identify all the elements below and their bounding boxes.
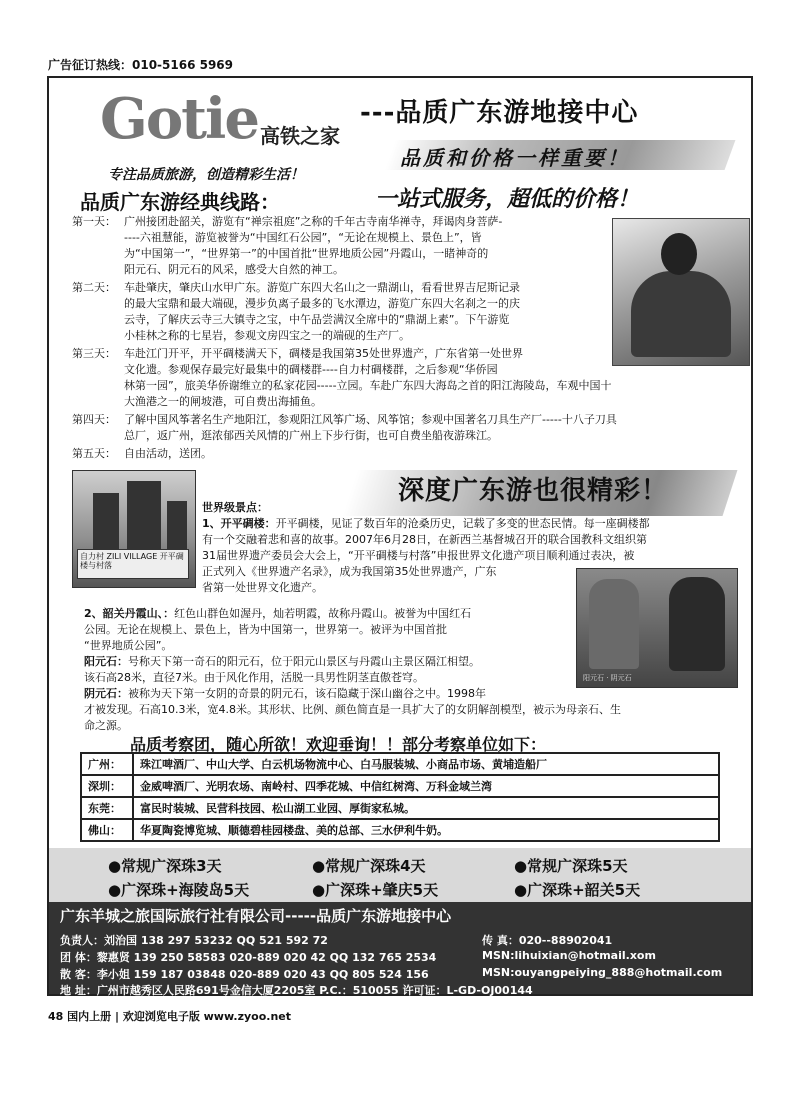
contact-line: MSN:lihuixian@hotmail.xom <box>482 949 656 962</box>
logo-subtitle: 高铁之家 <box>260 124 340 148</box>
table-cell-city: 深圳： <box>81 775 133 797</box>
top-title: ---品质广东游地接中心 <box>360 98 639 128</box>
photo-caption: 阳元石 · 阴元石 <box>583 674 632 682</box>
paragraph-line: 公园。无论在规模上、景色上，皆为中国第一，世界第一。被评为中国首批 <box>84 623 447 636</box>
photo-shape <box>93 493 119 549</box>
inspect-title: 品质考察团，随心所欲！欢迎垂询！！部分考察单位如下： <box>130 735 547 754</box>
photo-shape <box>631 271 731 357</box>
day-label: 第三天： <box>72 347 116 360</box>
contact-line: 地 址：广州市越秀区人民路691号金信大厦2205室 P.C.：510055 许可证：L-GD-OJ00144 <box>60 984 533 997</box>
day-line: 车赴江门开平，开平碉楼满天下，碉楼是我国第35处世界遗产，广东省第一处世界 <box>124 347 523 360</box>
paragraph-line: 号称天下第一奇石的阳元石，位于阳元山景区与丹霞山主景区隔江相望。 <box>128 655 480 668</box>
paragraph-line: 才被发现。石高10.3米，宽4.8米。其形状、比例、颜色简直是一具扩大了的女阴解剖模型，被示为母亲石、生 <box>84 703 621 716</box>
contact-line: 团 体：黎惠贤 139 250 58583 020-889 020 42 QQ 132 765 2534 <box>60 951 437 964</box>
day-line: 小桂林之称的七星岩，参观文房四宝之一的端砚的生产厂。 <box>124 329 410 342</box>
monk-statue-photo <box>612 218 750 366</box>
day-4 <box>72 412 748 444</box>
danxia-rocks-photo <box>576 568 738 688</box>
contact-line: 散 客：李小姐 159 187 03848 020-889 020 43 QQ 805 524 156 <box>60 968 429 981</box>
paragraph-line: 该石高28米，直径7米。由于风化作用，活脱一具男性阴茎直傲苍穹。 <box>84 671 424 684</box>
photo-sign: 自力村 ZILI VILLAGE 开平碉楼与村落 <box>77 549 189 579</box>
day-label: 第四天： <box>72 413 116 426</box>
table-cell-places: 华夏陶瓷博览城、顺德碧桂园楼盘、美的总部、三水伊利牛奶。 <box>133 819 719 841</box>
day-label: 第二天： <box>72 281 116 294</box>
inspect-table <box>80 752 720 842</box>
photo-shape <box>661 233 697 275</box>
day-line: 了解中国风筝著名生产地阳江，参观阳江风筝广场、风筝馆；参观中国著名刀具生产厂-----十八子刀具 <box>124 413 617 426</box>
logo <box>100 86 340 156</box>
table-cell-places: 富民时装城、民营科技园、松山湖工业园、厚街家私城。 <box>133 797 719 819</box>
paragraph-line: 红色山群色如渥丹，灿若明霞，故称丹霞山。被誉为中国红石 <box>174 607 472 620</box>
top-slogan: 品质和价格一样重要！ <box>400 146 630 170</box>
photo-shape <box>167 501 187 549</box>
paragraph-line: 命之源。 <box>84 719 128 732</box>
logo-text: Gotie <box>100 86 258 152</box>
route-slogan: 一站式服务，超低的价格！ <box>375 186 640 212</box>
table-cell-city: 东莞： <box>81 797 133 819</box>
diaolou-photo <box>72 470 196 588</box>
day-line: 为“中国第一”，“世界第一”的中国首批“世界地质公园”丹霞山，一睹神奇的 <box>124 247 489 260</box>
yin-paragraph <box>84 686 744 734</box>
package-item: ●常规广深珠4天 <box>312 857 426 875</box>
yang-paragraph <box>84 654 574 686</box>
tagline: 专注品质旅游，创造精彩生活！ <box>108 167 304 183</box>
page-footer: 48 国内上册 | 欢迎浏览电子版 www.zyoo.net <box>48 1010 292 1023</box>
danxia-paragraph <box>84 606 574 654</box>
photo-shape <box>669 577 725 671</box>
photo-shape <box>589 579 639 669</box>
table-cell-places: 珠江啤酒厂、中山大学、白云机场物流中心、白马服装城、小商品市场、黄埔造船厂 <box>133 753 719 775</box>
paragraph-line: 被称为天下第一女阴的奇景的阴元石，该石隐藏于深山幽谷之中。1998年 <box>128 687 486 700</box>
day-1 <box>72 214 612 278</box>
day-line: 阳元石、阴元石的风采，感受大自然的神工。 <box>124 263 344 276</box>
paragraph-line: 有一个交融着悲和喜的故事。2007年6月28日，在新西兰基督城召开的联合国教科文组织第 <box>202 533 647 546</box>
paragraph-line: 31届世界遗产委员会大会上，“开平碉楼与村落”申报世界文化遗产项目顺利通过表决，被 <box>202 549 635 562</box>
package-item: ●广深珠+韶关5天 <box>514 881 641 899</box>
table-cell-city: 佛山： <box>81 819 133 841</box>
photo-shape <box>127 481 161 549</box>
day-line: 自由活动，送团。 <box>124 447 212 460</box>
day-line: 大渔港之一的闸坡港，可自费出海捕鱼。 <box>124 395 322 408</box>
day-line: 云寺，了解庆云寺三大镇寺之宝，中午品尝满汉全席中的“鼎湖上素”。下午游览 <box>124 313 510 326</box>
kaiping-title: 1、开平碉楼： <box>202 517 276 530</box>
table-row <box>81 775 719 797</box>
danxia-title: 2、韶关丹霞山、： <box>84 607 175 620</box>
day-line: 的最大宝鼎和最大端砚，漫步负离子最多的飞水潭边，游览广东四大名刹之一的庆 <box>124 297 520 310</box>
route-title: 品质广东游经典线路： <box>80 190 280 214</box>
package-item: ●常规广深珠5天 <box>514 857 628 875</box>
table-row <box>81 797 719 819</box>
table-row <box>81 753 719 775</box>
paragraph-line: 省第一处世界文化遗产。 <box>202 581 323 594</box>
yang-title: 阳元石： <box>84 655 128 668</box>
day-line: 车赴肇庆，肇庆山水甲广东。游览广东四大名山之一鼎湖山，看看世界吉尼斯记录 <box>124 281 520 294</box>
contact-line: 负责人：刘治国 138 297 53232 QQ 521 592 72 <box>60 934 328 947</box>
day-line: 林第一园”，旅美华侨谢维立的私家花园-----立园。车赴广东四大海岛之首的阳江海陵岛，车观中国十 <box>124 379 612 392</box>
package-item: ●常规广深珠3天 <box>108 857 222 875</box>
yin-title: 阴元石： <box>84 687 128 700</box>
package-item: ●广深珠+肇庆5天 <box>312 881 439 899</box>
paragraph-line: “世界地质公园”。 <box>84 639 173 652</box>
contact-line: MSN:ouyangpeiying_888@hotmail.com <box>482 966 723 979</box>
package-item: ●广深珠+海陵岛5天 <box>108 881 250 899</box>
day-label: 第五天： <box>72 447 116 460</box>
table-row <box>81 819 719 841</box>
table-cell-places: 金威啤酒厂、光明农场、南岭村、四季花城、中信红树湾、万科金域兰湾 <box>133 775 719 797</box>
day-5 <box>72 446 372 462</box>
contact-line: 传 真：020--88902041 <box>482 934 613 947</box>
world-heading: 世界级景点： <box>202 501 268 514</box>
paragraph-line: 开平碉楼，见证了数百年的沧桑历史，记载了多变的世态民情。每一座碉楼都 <box>275 517 650 530</box>
day-line: 文化遗。参观保存最完好最集中的碉楼群----自力村碉楼群，之后参观“华侨园 <box>124 363 498 376</box>
day-line: ----六祖慧能，游览被誉为“中国红石公园”，“无论在规模上、景色上”，皆 <box>124 231 482 244</box>
table-cell-city: 广州： <box>81 753 133 775</box>
day-label: 第一天： <box>72 215 116 228</box>
ad-hotline: 广告征订热线：010-5166 5969 <box>48 58 234 72</box>
paragraph-line: 正式列入《世界遗产名录》，成为我国第35处世界遗产，广东 <box>202 565 497 578</box>
company-name: 广东羊城之旅国际旅行社有限公司-----品质广东游地接中心 <box>60 907 452 925</box>
day-line: 总厂，返广州，逛浓郁西关风情的广州上下步行街，也可自费坐船夜游珠江。 <box>124 429 498 442</box>
day-line: 广州接团赴韶关，游览有“禅宗祖庭”之称的千年古寺南华禅寺，拜谒肉身菩萨- <box>124 215 503 228</box>
deep-title: 深度广东游也很精彩！ <box>398 476 669 506</box>
day-2 <box>72 280 612 344</box>
